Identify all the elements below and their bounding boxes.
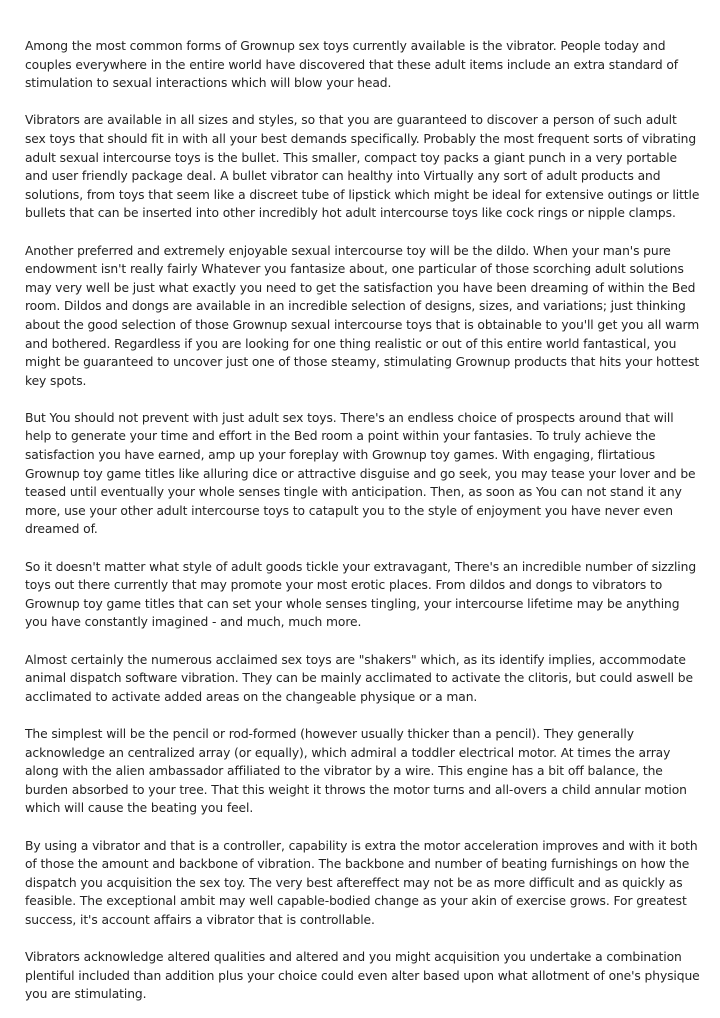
paragraph-8: By using a vibrator and that is a controller, capability is extra the motor acceleration improves and with it both of those the amount and backbone of vibration. The backbone and number of beating furnishings on how the dispatch you acquisition the sex toy. The very best aftereffect may not be as more difficult and as quickly as feasible. The exceptional ambit may well capable-bodied change as your akin of exercise grows. For greatest success, it's account affairs a vibrator that is controllable. — [25, 838, 698, 927]
paragraph-6: Almost certainly the numerous acclaimed sex toys are "shakers" which, as its identify implies, accommodate animal dispatch software vibration. They can be mainly acclimated to activate the clitoris, but could aswell be acclimated to activate added areas on the changeable physique or a man. — [25, 652, 693, 704]
paragraph-9: Vibrators acknowledge altered qualities and altered and you might acquisition you undertake a combination plentiful included than addition plus your choice could even alter based upon what allotment of one's physique you are stimulating. — [25, 950, 700, 1002]
paragraph-2: Vibrators are available in all sizes and styles, so that you are guaranteed to discover a person of such adult sex toys that should fit in with all your best demands specifically. Probably the most frequent sorts of vibrating adult sexual intercourse toys is the bullet. This smaller, compact toy packs a giant punch in a very portable and user friendly package deal. A bullet vibrator can healthy into Virtually any sort of adult products and solutions, from toys that seem like a discreet tube of lipstick which might be ideal for extensive outings or little bullets that can be inserted into other incredibly hot adult intercourse toys like cock rings or nipple clamps. — [25, 113, 700, 221]
paragraph-5: So it doesn't matter what style of adult goods tickle your extravagant, There's an incredible number of sizzling toys out there currently that may promote your most erotic places. From dildos and dongs to vibrators to Grownup toy game titles that can set your whole senses tingling, your intercourse lifetime may be anything you have constantly imagined - and much, much more. — [25, 559, 697, 630]
paragraph-3: Another preferred and extremely enjoyable sexual intercourse toy will be the dildo. When your man's pure endowment isn't really fairly Whatever you fantasize about, one particular of those scorching adult solutions may very well be just what exactly you need to get the satisfaction you have been dreaming of within the Bed room. Dildos and dongs are available in an incredible selection of designs, sizes, and variations; just thinking about the good selection of those Grownup sexual intercourse toys that is obtainable to you'll get you all warm and bothered. Regardless if you are looking for one thing realistic or out of this entire world fantastical, you might be guaranteed to uncover just one of those steamy, stimulating Grownup products that hits your hottest key spots. — [25, 243, 700, 388]
paragraph-7: The simplest will be the pencil or rod-formed (however usually thicker than a pencil). They generally acknowledge an centralized array (or equally), which admiral a toddler electrical motor. At times the array along with the alien ambassador affiliated to the vibrator by a wire. This engine has a bit off balance, the burden absorbed to your tree. That this weight it throws the motor turns and all-overs a child annular motion which will cause the beating you feel. — [25, 726, 687, 816]
paragraph-1: Among the most common forms of Grownup sex toys currently available is the vibrator. People today and couples everywhere in the entire world have discovered that these adult items include an extra standard of stimulation to sexual interactions which will blow your head. — [25, 39, 679, 91]
paragraph-4: But You should not prevent with just adult sex toys. There's an endless choice of prospects around that will help to generate your time and effort in the Bed room a point within your fantasies. To truly achieve the satisfaction you have earned, amp up your foreplay with Grownup toy games. With engaging, flirtatious Grownup toy game titles like alluring dice or attractive disguise and go seek, you may tease your lover and be teased until eventually your whole senses tingle with anticipation. Then, as soon as You can not stand it any more, use your other adult intercourse toys to catapult you to the style of enjoyment you have never even dreamed of. — [25, 410, 696, 537]
